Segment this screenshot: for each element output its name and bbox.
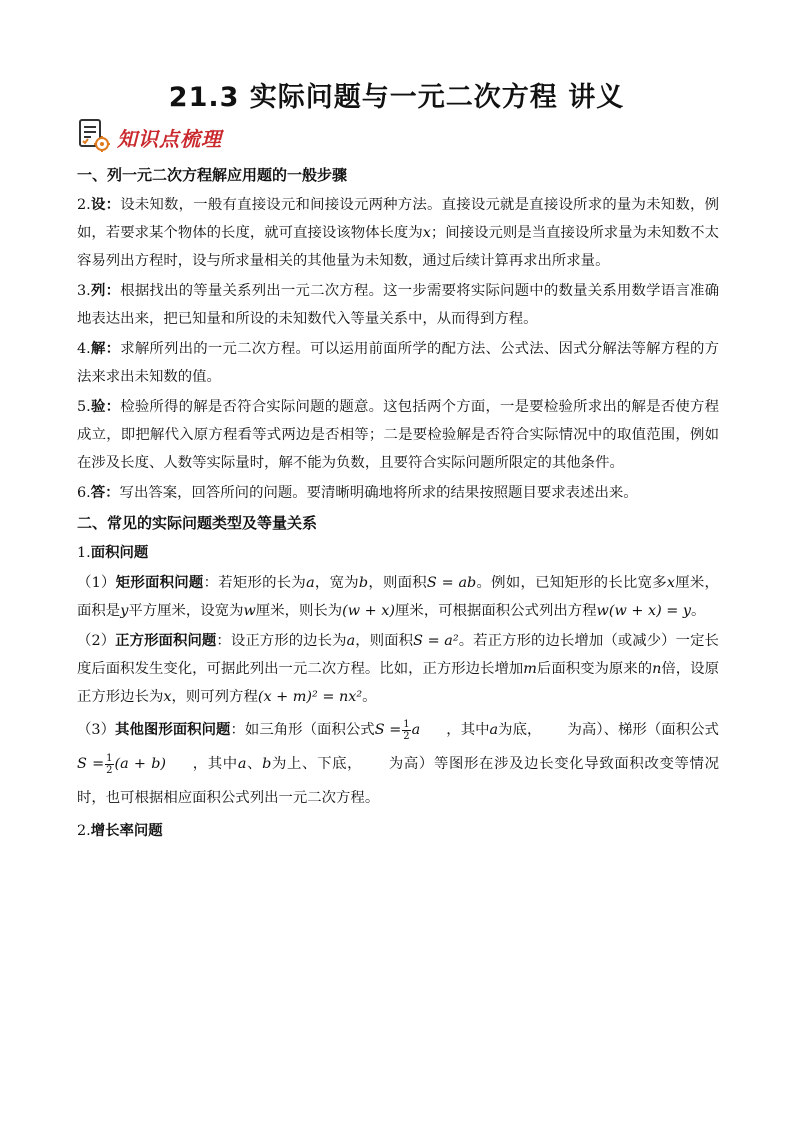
subsection-heading: 2.增长率问题	[77, 823, 163, 839]
checklist-gear-icon	[77, 117, 111, 157]
fraction: $\frac{1}{2}$	[106, 752, 113, 776]
step-paragraph: 4.解：求解所列出的一元二次方程。可以运用前面所学的配方法、公式法、因式分解法等解方程的方法来求出未知数的值。	[77, 341, 719, 385]
section-heading: 一、列一元二次方程解应用题的一般步骤	[77, 166, 348, 184]
page-title: 21.3 实际问题与一元二次方程 讲义	[168, 82, 625, 113]
rectangle-area-paragraph: （1）矩形面积问题：若矩形的长为a，宽为b，则面积S = ab。例如，已知矩形的长比宽多x厘米，面积是y平方厘米，设宽为w厘米，则长为(w + x)厘米，可根据面积公式列出方程w(w + x) = y。	[77, 575, 719, 619]
step-paragraph: 6.答：写出答案，回答所问的问题。要清晰明确地将所求的结果按照题目要求表述出来。	[77, 485, 638, 501]
step-paragraph: 5.验：检验所得的解是否符合实际问题的题意。这包括两个方面，一是要检验所求出的解是否使方程成立，即把解代入原方程看等式两边是否相等；二是要检验解是否符合实际情况中的取值范围，例如在涉及长度、人数等实际量时，解不能为负数，且要符合实际问题所限定的其他条件。	[77, 399, 719, 471]
square-area-paragraph: （2）正方形面积问题：设正方形的边长为a，则面积S = a²。若正方形的边长增加（或减少）一定长度后面积发生变化，可据此列出一元二次方程。比如，正方形边长增加m后面积变为原来的n倍，设原正方形边长为x，则可列方程(x + m)² = nx²。	[77, 633, 719, 705]
step-paragraph: 3.列：根据找出的等量关系列出一元二次方程。这一步需要将实际问题中的数量关系用数学语言准确地表达出来，把已知量和所设的未知数代入等量关系中，从而得到方程。	[77, 283, 719, 327]
section-heading: 二、常见的实际问题类型及等量关系	[77, 514, 318, 532]
content	[77, 161, 719, 847]
subsection-heading: 1.面积问题	[77, 545, 149, 561]
badge-title: 知识点梳理	[117, 126, 222, 151]
fraction: $\frac{1}{2}$	[403, 718, 410, 742]
section-badge	[77, 118, 222, 156]
step-paragraph: 2.设：设未知数，一般有直接设元和间接设元两种方法。直接设元就是直接设所求的量为未知数，例如，若要求某个物体的长度，就可直接设该物体长度为x；间接设元则是当直接设所求量为未知数不太容易列出方程时，设与所求量相关的其他量为未知数，通过后续计算再求出所求量。	[77, 197, 719, 269]
other-area-paragraph: （3）其他图形面积问题：如三角形（面积公式S = $\frac{1}{2}$ a ，其中a为底， 为高）、梯形（面积公式S = $\frac{1}{2}$ (a + b) ，其中a、b为上、下底， 为高）等图形在涉及边长变化导致面积改变等情况时，也可根据相应面积公式列出一元二次方程。	[77, 718, 719, 806]
